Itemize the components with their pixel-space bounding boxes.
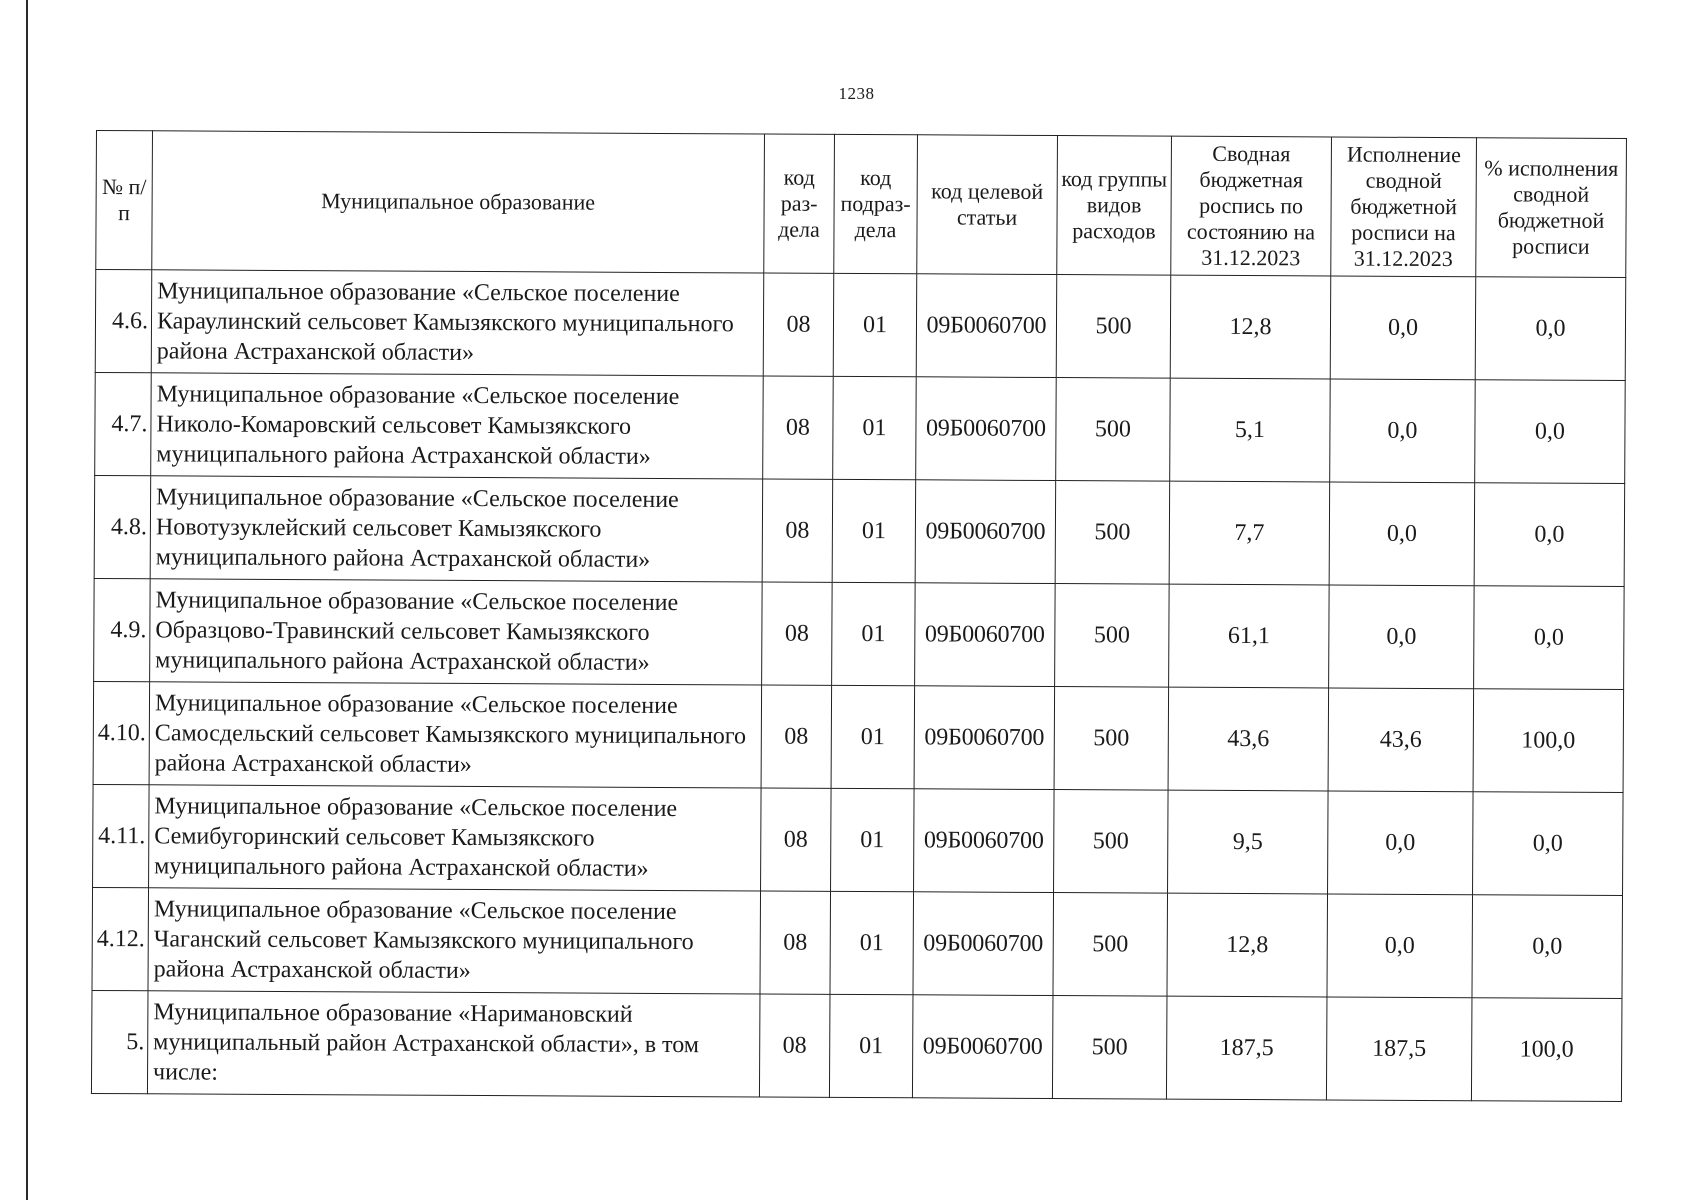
row-subsection: 01 [829,994,913,1097]
row-executed: 0,0 [1330,276,1476,380]
row-section: 08 [762,582,833,685]
row-percent: 0,0 [1473,792,1624,896]
row-num: 4.10. [93,681,150,784]
row-section: 08 [763,376,834,479]
page-number: 1238 [838,84,875,103]
row-percent: 0,0 [1475,277,1626,381]
row-planned: 12,8 [1170,275,1331,379]
header-percent: % исполнения сводной бюджетной росписи [1476,138,1627,278]
header-target: код целевой статьи [917,135,1058,275]
row-name: Муниципальное образование «Сельское поселение Новотузуклейский сельсовет Камызякского муниципального района Астраханской области» [150,476,763,582]
row-num: 4.7. [95,372,152,475]
header-name: Муниципальное образование [152,131,765,273]
row-group: 500 [1056,275,1171,379]
row-subsection: 01 [831,685,915,788]
row-planned: 187,5 [1166,996,1327,1100]
row-target: 09Б0060700 [913,892,1054,996]
header-num: № п/п [96,131,153,270]
row-subsection: 01 [832,479,916,582]
row-group: 500 [1052,996,1167,1100]
row-subsection: 01 [830,891,914,994]
row-percent: 100,0 [1473,689,1624,793]
header-group: код группы видов расходов [1057,136,1172,276]
table-row [92,887,1623,998]
row-executed: 0,0 [1329,585,1475,689]
row-section: 08 [763,273,834,376]
table-row [91,990,1622,1101]
row-subsection: 01 [831,788,915,891]
row-planned: 7,7 [1169,481,1330,585]
row-num: 4.11. [93,784,150,887]
row-executed: 187,5 [1326,997,1472,1101]
row-percent: 0,0 [1472,895,1623,999]
row-percent: 100,0 [1471,998,1622,1102]
row-subsection: 01 [833,376,917,479]
header-executed: Исполнение сводной бюджетной росписи на 31.12.2023 [1331,137,1477,277]
row-name: Муниципальное образование «Сельское поселение Семибугоринский сельсовет Камызякского муниципального района Астраханской области» [149,785,762,891]
row-name: Муниципальное образование «Сельское поселение Николо-Комаровский сельсовет Камызякского муниципального района Астраханской области» [151,373,764,479]
row-target: 09Б0060700 [915,583,1056,687]
row-executed: 0,0 [1330,379,1476,483]
row-group: 500 [1054,790,1169,894]
row-planned: 43,6 [1168,687,1329,791]
row-executed: 0,0 [1327,894,1473,998]
header-section: код раз- дела [764,134,835,273]
row-section: 08 [759,994,830,1097]
row-name: Муниципальное образование «Наримановский муниципальный район Астраханской области», в том числе: [147,991,760,1097]
table-row [94,578,1625,689]
row-percent: 0,0 [1474,483,1625,587]
row-executed: 0,0 [1328,791,1474,895]
row-target: 09Б0060700 [915,480,1056,584]
row-planned: 61,1 [1169,584,1330,688]
row-num: 4.8. [94,475,151,578]
row-executed: 0,0 [1329,482,1475,586]
row-group: 500 [1055,584,1170,688]
budget-execution-table [91,130,1627,1102]
row-num: 4.12. [92,887,149,990]
row-executed: 43,6 [1328,688,1474,792]
row-subsection: 01 [833,273,917,376]
table-row [95,372,1626,483]
row-percent: 0,0 [1474,586,1625,690]
row-section: 08 [761,685,832,788]
row-group: 500 [1055,481,1170,585]
row-target: 09Б0060700 [914,789,1055,893]
row-subsection: 01 [832,582,916,685]
table-row [93,784,1624,895]
table-row [93,681,1624,792]
row-name: Муниципальное образование «Сельское поселение Чаганский сельсовет Камызякского муниципального района Астраханской области» [148,888,761,994]
row-name: Муниципальное образование «Сельское поселение Образцово-Травинский сельсовет Камызякского муниципального района Астраханской области» [150,579,763,685]
row-group: 500 [1056,378,1171,482]
row-section: 08 [760,891,831,994]
row-section: 08 [762,479,833,582]
row-num: 4.6. [95,270,152,373]
row-target: 09Б0060700 [916,274,1057,378]
scan-edge-line [26,0,28,1200]
row-section: 08 [761,788,832,891]
row-name: Муниципальное образование «Сельское поселение Караулинский сельсовет Камызякского муниципального района Астраханской области» [151,270,764,376]
row-planned: 12,8 [1167,893,1328,997]
row-name: Муниципальное образование «Сельское поселение Самосдельский сельсовет Камызякского муниципального района Астраханской области» [149,682,762,788]
row-target: 09Б0060700 [914,686,1055,790]
row-planned: 9,5 [1168,790,1329,894]
header-planned: Сводная бюджетная роспись по состоянию на 31.12.2023 [1171,136,1332,276]
header-subsection: код подраз- дела [834,134,918,273]
table-row [94,475,1625,586]
row-target: 09Б0060700 [916,377,1057,481]
row-num: 5. [91,990,148,1093]
table-row [95,270,1626,381]
row-group: 500 [1054,687,1169,791]
table-header-row [96,131,1627,278]
row-target: 09Б0060700 [912,995,1053,1099]
row-group: 500 [1053,893,1168,997]
row-planned: 5,1 [1170,378,1331,482]
row-num: 4.9. [94,578,151,681]
row-percent: 0,0 [1475,380,1626,484]
